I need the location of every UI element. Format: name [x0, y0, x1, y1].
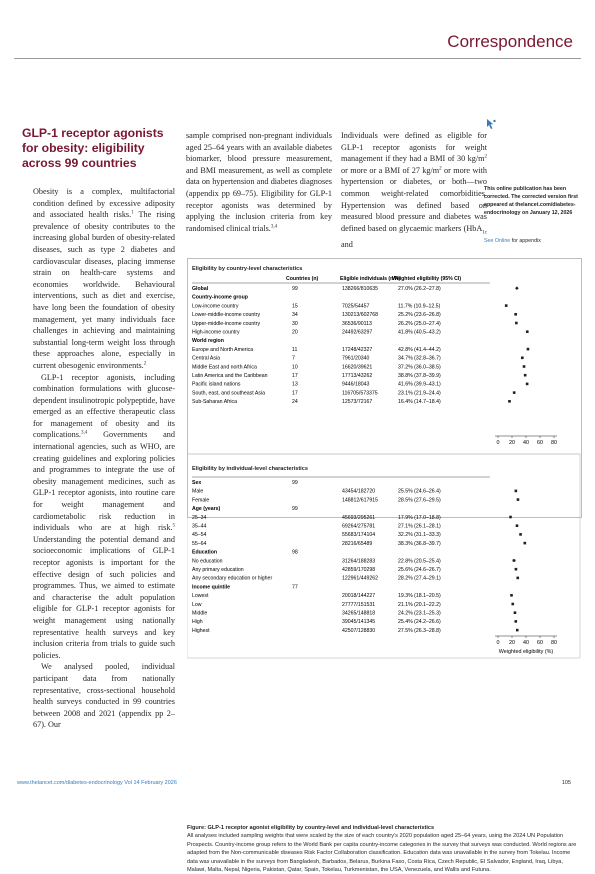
row-label: Age (years)	[192, 506, 221, 513]
row-label: 35–44	[192, 523, 207, 530]
row-label: Upper-middle-income country	[192, 320, 261, 327]
figure	[187, 258, 582, 874]
row-ci: 25.6% (24.6–26.7)	[398, 567, 441, 573]
panel-title: Eligibility by country-level characteristics	[192, 266, 303, 272]
row-ci: 41.8% (40.5–43.2)	[398, 329, 441, 336]
forest-plot	[187, 258, 582, 828]
point-diamond	[515, 286, 519, 290]
header-divider	[14, 58, 581, 59]
row-label: 55–64	[192, 540, 207, 547]
row-label: Central Asia	[192, 355, 220, 362]
row-ratio: 43454/182720	[342, 488, 376, 495]
point-marker	[519, 533, 522, 536]
row-ci: 22.8% (20.5–25.4)	[398, 558, 441, 565]
row-countries: 17	[292, 390, 298, 397]
row-ci: 42.8% (41.4–44.2)	[398, 346, 441, 353]
paragraph-3: We analysed pooled, individual participant data from nationally representative, cross-sectional household health surveys conducted in 99 countries between 2008 and 2021 (appendix pp 2–67). Our	[33, 662, 175, 730]
row-countries: 98	[292, 549, 298, 556]
point-marker	[526, 383, 529, 386]
row-ratio: 20018/144227	[342, 593, 376, 600]
row-ci: 27.5% (26.3–28.8)	[398, 627, 441, 634]
section-title: Correspondence	[447, 32, 573, 51]
row-ratio: 42507/128830	[342, 627, 376, 634]
row-ratio: 55683/174104	[342, 532, 376, 539]
point-marker	[513, 391, 516, 394]
row-label: Education	[192, 549, 218, 556]
point-marker	[508, 400, 511, 403]
row-ratio: 31264/188283	[342, 558, 376, 565]
row-ratio: 28216/65489	[342, 540, 373, 547]
row-countries: 20	[292, 329, 298, 336]
correction-note: This online publication has been corrected. The corrected version first appeared at thelancet.com/diabetes-endocrinology on January 12, 2026	[484, 186, 578, 217]
appendix-link[interactable]: See Online for appendix	[484, 238, 541, 244]
point-marker	[505, 304, 508, 307]
row-label: 25–34	[192, 514, 207, 521]
point-marker	[527, 348, 530, 351]
point-marker	[511, 603, 514, 606]
row-ci: 37.2% (36.0–38.5)	[398, 364, 441, 371]
x-tick-label: 80	[551, 440, 557, 446]
row-label: Any secondary education or higher	[192, 575, 273, 582]
row-label: No education	[192, 558, 223, 565]
row-label: Latin America and the Caribbean	[192, 373, 268, 379]
row-ci: 28.2% (27.4–29.1)	[398, 575, 441, 582]
row-label: Sub-Saharan Africa	[192, 399, 237, 406]
panel-title: Eligibility by individual-level characteristics	[192, 466, 308, 472]
column-header: Countries (n)	[286, 276, 319, 282]
body-column-3: Individuals were defined as eligible for GLP-1 receptor agonists for weight management if they had a BMI of 30 $kg/m^2$ or more or a BMI of 27 $kg/m^2$ or more with hypertension or diabetes, or both—two common weight-related comorbidities. Hypertension was defined based on measured blood pressure and diabetes was defined based on glycaemic markers (HbA$_{1c}$ and	[341, 131, 488, 249]
point-marker	[513, 559, 516, 562]
row-label: South, east, and southeast Asia	[192, 390, 265, 397]
row-ci: 38.8% (37.8–39.9)	[398, 373, 441, 379]
column-header: Weighted eligibility (95% CI)	[392, 276, 462, 282]
row-label: Europe and North America	[192, 346, 254, 353]
row-label: Any primary education	[192, 567, 244, 573]
article-title: GLP-1 receptor agonists for obesity: eligibility across 99 countries	[22, 126, 164, 170]
row-ci: 21.1% (20.1–22.2)	[398, 601, 441, 608]
x-tick-label: 40	[523, 440, 529, 446]
row-countries: 7	[292, 355, 295, 362]
row-ratio: 122961/449262	[342, 575, 379, 582]
point-marker	[524, 374, 527, 377]
x-tick-label: 40	[523, 640, 529, 646]
row-countries: 99	[292, 480, 298, 486]
row-ci: 32.2% (31.1–33.3)	[398, 532, 441, 539]
x-tick-label: 0	[496, 440, 500, 446]
row-ratio: 130213/602768	[342, 312, 379, 319]
row-countries: 15	[292, 303, 298, 310]
row-label: Income quintile	[192, 584, 231, 591]
row-ratio: 45693/295261	[342, 514, 376, 521]
paragraph-1: Obesity is a complex, multifactorial condition defined by excessive adiposity and associated health risks.$^1$ The rising prevalence of obesity contributes to the increasing global burden of obesity-related diseases, such as type 2 diabetes and cardiovascular diseases, placing immense strain on health-care systems and economies worldwide. Behavioural interventions, such as diet and exercise, have long been the foundation of obesity management, yet many individuals face challenges in achieving and maintaining substantial long-term weight loss through these approaches alone, especially in current obesogenic environments.$^2$	[33, 187, 175, 370]
point-marker	[524, 542, 527, 545]
point-marker	[509, 516, 512, 519]
row-label: High-income country	[192, 329, 240, 336]
row-label: Middle East and north Africa	[192, 364, 257, 371]
body-column-2: sample comprised non-pregnant individuals aged 25–64 years with an available diabetes biomarker, blood pressure measurement, and BMI measurement, as well as complete data on hypertension and diabetes diagnoses (appendix pp 69–75). Eligibility for GLP-1 receptor agonists was determined by applying the inclusion criteria from key randomised clinical trials.$^{3,4}$	[186, 131, 332, 233]
row-countries: 99	[292, 506, 298, 513]
page-number: 105	[561, 780, 571, 786]
row-countries: 10	[292, 364, 298, 371]
row-ci: 28.5% (27.6–29.5)	[398, 497, 441, 504]
caption-body: All analyses included sampling weights that were scaled by the size of each country's 2020 population aged 25–64 years, using the 2024 UN Population Prospects. Country-income group refers to the World Bank per capita country-income categories in the survey that surveys was conducted. World regions are adapted from the Non-communicable diseases Risk Factor Collaboration classification. Education data was unavailable in the survey from Tokelau. Income data was unavailable in the surveys from Bangladesh, Barbados, Belarus, Burkina Faso, Costa Rica, Czech Republic, El Salvador, England, Iraq, Libya, Malawi, Malta, Nepal, Nigeria, Pakistan, Qatar, Spain, Tokelau, Turkmenistan, the USA, Venezuela, and Wallis and Futuna.	[187, 833, 577, 874]
point-marker	[514, 313, 517, 316]
page-footer	[0, 776, 595, 796]
row-countries: 30	[292, 320, 298, 327]
x-tick-label: 20	[509, 640, 515, 646]
point-marker	[514, 620, 517, 623]
row-countries: 13	[292, 381, 298, 388]
row-ci: 16.4% (14.7–18.4)	[398, 399, 441, 406]
page-header	[0, 0, 595, 60]
row-countries: 77	[292, 584, 298, 591]
row-ratio: 9446/18043	[342, 381, 370, 388]
point-marker	[516, 524, 519, 527]
row-ratio: 27777/151531	[342, 601, 376, 608]
row-ci: 25.4% (24.2–26.6)	[398, 619, 441, 626]
row-label: High	[192, 619, 203, 626]
row-label: Low	[192, 601, 202, 608]
row-ci: 41.6% (39.9–43.1)	[398, 381, 441, 388]
row-ci: 26.2% (25.0–27.4)	[398, 320, 441, 327]
row-ci: 34.7% (32.8–36.7)	[398, 355, 441, 362]
paragraph-2: GLP-1 receptor agonists, including combination formulations with glucose-dependent insulinotropic polypeptide, have emerged as an effective therapeutic class for management of obesity and its complications.$^{3,4}$ Governments and international agencies, such as WHO, are creating guidelines and exploring policies and programmes to integrate the use of obesity management medicines, such as GLP-1 receptor agonists, into routine care for weight management and cardiometabolic risk reduction in individuals who are at high risk.$^5$ Understanding the potential demand and socioeconomic implications of GLP-1 receptor agonists is important for the effective design of such policies and programmes. Thus, we aimed to estimate and characterise the adult population eligible for GLP-1 receptor agonists for weight management using nationally representative health surveys and key inclusion criteria from trials to guide such policies.	[33, 372, 175, 660]
row-ci: 25.5% (24.6–26.4)	[398, 488, 441, 495]
row-label: Global	[192, 286, 209, 292]
row-ratio: 24492/63297	[342, 329, 373, 336]
x-axis-label: Weighted eligibility (%)	[498, 649, 554, 655]
row-ratio: 39045/141345	[342, 619, 376, 626]
row-label: Country-income group	[192, 294, 248, 301]
caption-title: Figure: GLP-1 receptor agonist eligibility by country-level and individual-level characteristics	[187, 825, 435, 831]
row-ratio: 7025/54457	[342, 303, 370, 310]
row-ratio: 12573/72167	[342, 399, 373, 406]
point-marker	[516, 629, 519, 632]
row-ratio: 148812/617915	[342, 497, 379, 504]
row-countries: 17	[292, 373, 298, 379]
row-ci: 24.2% (23.1–25.3)	[398, 610, 441, 617]
x-tick-label: 0	[496, 640, 500, 646]
row-ci: 23.1% (21.9–24.4)	[398, 390, 441, 397]
row-ratio: 34265/148818	[342, 610, 376, 617]
row-label: Sex	[192, 480, 202, 486]
row-ratio: 17248/42327	[342, 346, 373, 353]
point-marker	[516, 577, 519, 580]
row-ci: 17.9% (17.0–18.8)	[398, 514, 441, 521]
crossmark-icon[interactable]	[484, 118, 498, 134]
row-label: Lower-middle-income country	[192, 312, 261, 319]
x-tick-label: 60	[537, 440, 543, 446]
row-countries: 34	[292, 312, 298, 319]
point-marker	[515, 568, 518, 571]
row-countries: 99	[292, 286, 298, 292]
point-marker	[514, 611, 517, 614]
figure-caption	[187, 824, 580, 874]
journal-link[interactable]: www.thelancet.com/diabetes-endocrinology Vol 14 February 2026	[17, 780, 177, 786]
row-ratio: 7961/20340	[342, 355, 370, 362]
point-marker	[515, 490, 518, 493]
point-marker	[521, 357, 524, 360]
row-label: World region	[192, 338, 224, 345]
row-ci: 27.0% (26.2–27.8)	[398, 286, 441, 292]
point-marker	[526, 330, 529, 333]
row-ratio: 69264/275781	[342, 523, 376, 530]
row-countries: 24	[292, 399, 298, 406]
row-ratio: 17713/43262	[342, 373, 373, 379]
row-label: Female	[192, 497, 210, 504]
row-label: Pacific island nations	[192, 381, 241, 388]
row-label: Middle	[192, 610, 208, 617]
row-countries: 11	[292, 346, 298, 353]
row-ratio: 116705/573375	[342, 390, 378, 397]
row-label: Lowest	[192, 593, 209, 600]
row-ci: 27.1% (26.1–28.1)	[398, 523, 441, 530]
row-label: Highest	[192, 627, 210, 634]
body-column-1	[33, 186, 175, 731]
row-ratio: 36536/90113	[342, 320, 372, 327]
x-tick-label: 60	[537, 640, 543, 646]
point-marker	[515, 322, 518, 325]
row-label: Low-income country	[192, 303, 239, 310]
row-ci: 25.2% (23.6–26.8)	[398, 312, 441, 319]
column-header: Eligible individuals (n/N)	[340, 276, 401, 282]
row-label: Male	[192, 488, 204, 495]
row-ci: 11.7% (10.9–12.5)	[398, 303, 441, 310]
row-ratio: 138266/810635	[342, 286, 379, 292]
x-tick-label: 20	[509, 440, 515, 446]
row-ratio: 16620/39621	[342, 364, 373, 371]
row-ci: 19.3% (18.1–20.5)	[398, 593, 441, 600]
point-marker	[510, 594, 513, 597]
x-tick-label: 80	[551, 640, 557, 646]
panel2-frame	[187, 454, 580, 658]
point-marker	[523, 365, 526, 368]
row-label: 45–54	[192, 532, 207, 539]
row-ci: 38.3% (36.8–39.7)	[398, 540, 441, 547]
row-ratio: 42859/170298	[342, 567, 376, 573]
point-marker	[517, 498, 520, 501]
